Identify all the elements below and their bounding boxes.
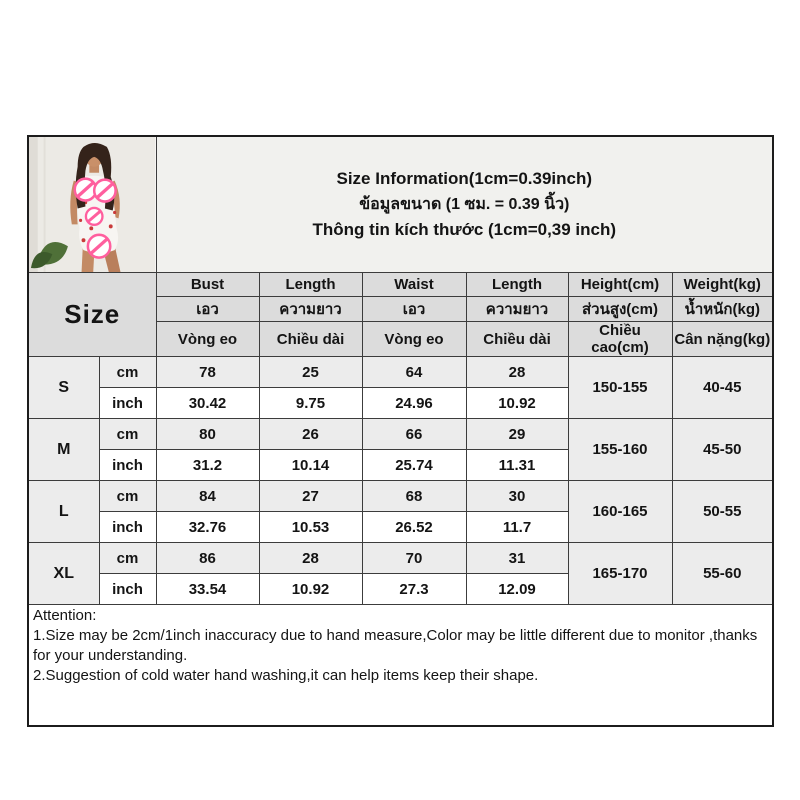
col-header-length2: Length bbox=[466, 273, 568, 297]
value-cell: 28 bbox=[259, 543, 362, 574]
title-english: Size Information(1cm=0.39inch) bbox=[336, 169, 593, 188]
col-header-length2-th: ความยาว bbox=[466, 297, 568, 322]
size-label-m: M bbox=[28, 419, 99, 481]
title-vietnamese: Thông tin kích thước (1cm=0,39 inch) bbox=[312, 220, 617, 239]
attention-note-1: 1.Size may be 2cm/1inch inaccuracy due to hand measure,Color may be little different due to monitor ,thanks for your understanding. bbox=[33, 627, 758, 664]
value-cell: 68 bbox=[362, 481, 466, 512]
censor-icon bbox=[88, 235, 110, 258]
value-cell: 33.54 bbox=[156, 574, 259, 605]
value-cell: 25.74 bbox=[362, 450, 466, 481]
unit-label-inch: inch bbox=[99, 574, 156, 605]
value-cell: 29 bbox=[466, 419, 568, 450]
value-cell: 24.96 bbox=[362, 388, 466, 419]
title-block bbox=[156, 136, 773, 273]
col-header-length: Length bbox=[259, 273, 362, 297]
value-cell: 26.52 bbox=[362, 512, 466, 543]
col-header-weight-th: น้ำหนัก(kg) bbox=[672, 297, 773, 322]
unit-label-cm: cm bbox=[99, 481, 156, 512]
unit-label-cm: cm bbox=[99, 543, 156, 574]
value-cell: 11.7 bbox=[466, 512, 568, 543]
col-header-height-th: ส่วนสูง(cm) bbox=[568, 297, 672, 322]
value-cell: 78 bbox=[156, 357, 259, 388]
value-cell: 30.42 bbox=[156, 388, 259, 419]
censor-icon bbox=[75, 179, 96, 201]
value-cell: 84 bbox=[156, 481, 259, 512]
col-header-length2-vi: Chiều dài bbox=[466, 322, 568, 357]
value-cell: 28 bbox=[466, 357, 568, 388]
unit-label-inch: inch bbox=[99, 388, 156, 419]
value-cell: 27 bbox=[259, 481, 362, 512]
header-row-english bbox=[28, 273, 773, 297]
size-label-s: S bbox=[28, 357, 99, 419]
censor-icon bbox=[86, 208, 103, 225]
unit-label-cm: cm bbox=[99, 357, 156, 388]
weight-range-s: 40-45 bbox=[672, 357, 773, 419]
value-cell: 27.3 bbox=[362, 574, 466, 605]
top-row bbox=[28, 136, 773, 273]
unit-label-cm: cm bbox=[99, 419, 156, 450]
value-cell: 10.14 bbox=[259, 450, 362, 481]
value-cell: 10.92 bbox=[259, 574, 362, 605]
size-label-xl: XL bbox=[28, 543, 99, 605]
value-cell: 31.2 bbox=[156, 450, 259, 481]
attention-row bbox=[28, 605, 773, 727]
table-row-l-cm bbox=[28, 481, 773, 512]
col-header-bust-th: เอว bbox=[156, 297, 259, 322]
col-header-waist-vi: Vòng eo bbox=[362, 322, 466, 357]
value-cell: 86 bbox=[156, 543, 259, 574]
value-cell: 11.31 bbox=[466, 450, 568, 481]
value-cell: 31 bbox=[466, 543, 568, 574]
size-header: Size bbox=[28, 273, 156, 357]
value-cell: 64 bbox=[362, 357, 466, 388]
col-header-length-vi: Chiều dài bbox=[259, 322, 362, 357]
weight-range-m: 45-50 bbox=[672, 419, 773, 481]
height-range-m: 155-160 bbox=[568, 419, 672, 481]
col-header-height: Height(cm) bbox=[568, 273, 672, 297]
value-cell: 26 bbox=[259, 419, 362, 450]
col-header-bust: Bust bbox=[156, 273, 259, 297]
value-cell: 30 bbox=[466, 481, 568, 512]
col-header-weight: Weight(kg) bbox=[672, 273, 773, 297]
col-header-weight-vi: Cân nặng(kg) bbox=[672, 322, 773, 357]
weight-range-l: 50-55 bbox=[672, 481, 773, 543]
weight-range-xl: 55-60 bbox=[672, 543, 773, 605]
attention-note-2: 2.Suggestion of cold water hand washing,it can help items keep their shape. bbox=[33, 667, 539, 684]
value-cell: 66 bbox=[362, 419, 466, 450]
table-row-xl-cm bbox=[28, 543, 773, 574]
col-header-height-vi: Chiều cao(cm) bbox=[568, 322, 672, 357]
unit-label-inch: inch bbox=[99, 450, 156, 481]
size-chart-sheet bbox=[27, 135, 772, 701]
col-header-length-th: ความยาว bbox=[259, 297, 362, 322]
title-thai: ข้อมูลขนาด (1 ซม. = 0.39 นิ้ว) bbox=[359, 196, 570, 213]
table-row-s-cm bbox=[28, 357, 773, 388]
product-photo bbox=[29, 137, 156, 272]
size-table bbox=[27, 135, 774, 727]
size-label-l: L bbox=[28, 481, 99, 543]
unit-label-inch: inch bbox=[99, 512, 156, 543]
value-cell: 80 bbox=[156, 419, 259, 450]
attention-heading: Attention: bbox=[33, 607, 97, 624]
value-cell: 32.76 bbox=[156, 512, 259, 543]
height-range-xl: 165-170 bbox=[568, 543, 672, 605]
value-cell: 10.92 bbox=[466, 388, 568, 419]
product-photo-cell bbox=[28, 136, 156, 273]
value-cell: 12.09 bbox=[466, 574, 568, 605]
height-range-l: 160-165 bbox=[568, 481, 672, 543]
height-range-s: 150-155 bbox=[568, 357, 672, 419]
value-cell: 25 bbox=[259, 357, 362, 388]
value-cell: 9.75 bbox=[259, 388, 362, 419]
censor-icon bbox=[94, 180, 115, 202]
col-header-bust-vi: Vòng eo bbox=[156, 322, 259, 357]
value-cell: 70 bbox=[362, 543, 466, 574]
col-header-waist: Waist bbox=[362, 273, 466, 297]
col-header-waist-th: เอว bbox=[362, 297, 466, 322]
attention-block bbox=[28, 605, 773, 727]
table-row-m-cm bbox=[28, 419, 773, 450]
value-cell: 10.53 bbox=[259, 512, 362, 543]
